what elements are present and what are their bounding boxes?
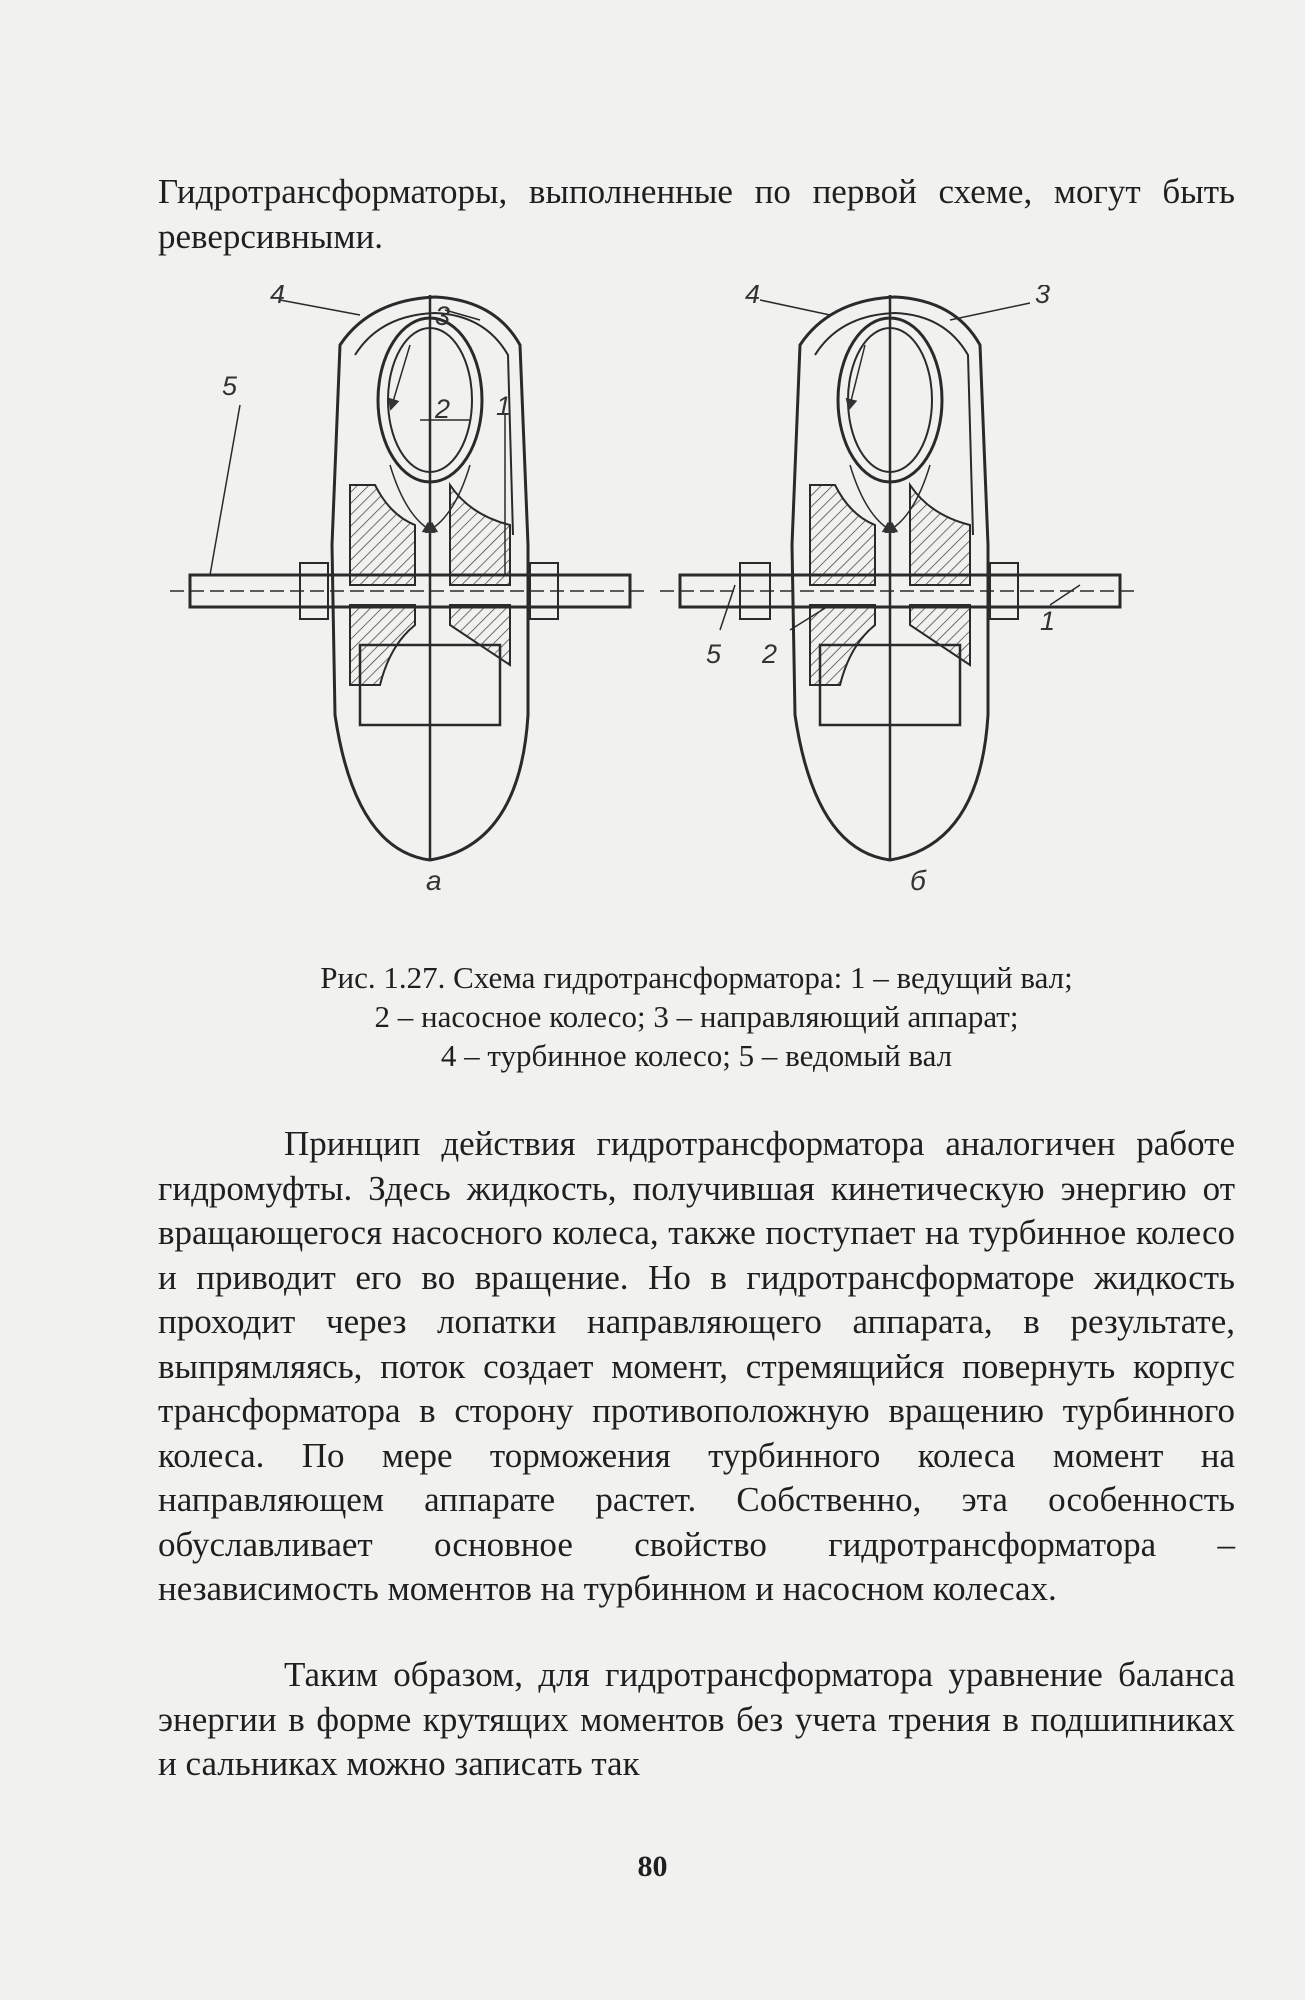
turbine-wheel-b	[810, 485, 875, 585]
callout-b-4: 4	[745, 285, 761, 309]
subfigure-a-callouts	[222, 285, 511, 896]
caption-line: Рис. 1.27. Схема гидротрансформатора: 1 – ведущий вал;	[320, 960, 1073, 995]
caption-line: 4 – турбинное колесо; 5 – ведомый вал	[440, 1038, 953, 1073]
figure-caption	[158, 958, 1235, 1075]
subfigure-b-label: б	[910, 865, 926, 896]
subfigure-a-label: а	[426, 865, 442, 896]
callout-a-1: 1	[496, 391, 512, 421]
intro-paragraph: Гидротрансформаторы, выполненные по первой схеме, могут быть реверсивными.	[158, 172, 1235, 256]
subfigure-a	[170, 295, 650, 860]
principle-paragraph: Принцип действия гидротрансформатора аналогичен работе гидромуфты. Здесь жидкость, получившая кинетическую энергию от вращающегося насосного колеса, также поступает на турбинное колесо и приводит его во вращение. Но в гидротрансформаторе жидкость проходит через лопатки направляющего аппарата, в результате, выпрямляясь, поток создает момент, стремящийся повернуть корпус трансформатора в сторону противоположную вращению турбинного колеса. По мере торможения турбинного колеса момент на направляющем аппарате растет. Собственно, эта особенность обуславливает основное свойство гидротрансформатора – независимость моментов на турбинном и насосном колесах.	[158, 1124, 1235, 1608]
caption-line: 2 – насосное колесо; 3 – направляющий аппарат;	[374, 999, 1019, 1034]
callout-a-4: 4	[270, 285, 286, 309]
callout-b-5: 5	[706, 639, 722, 669]
page-number: 80	[637, 1850, 668, 1883]
callout-a-5: 5	[222, 371, 238, 401]
callout-a-3: 3	[435, 301, 451, 331]
callout-b-3: 3	[1035, 285, 1051, 309]
callout-a-2: 2	[435, 394, 451, 424]
subfigure-b	[660, 295, 1140, 860]
callout-b-1: 1	[1040, 606, 1056, 636]
pump-wheel-a	[350, 485, 415, 585]
torque-converter-figure	[150, 285, 1160, 905]
balance-paragraph: Таким образом, для гидротрансформатора уравнение баланса энергии в форме крутящих моментов без учета трения в подшипниках и сальниках можно записать так	[158, 1655, 1235, 1783]
callout-b-2: 2	[762, 639, 778, 669]
